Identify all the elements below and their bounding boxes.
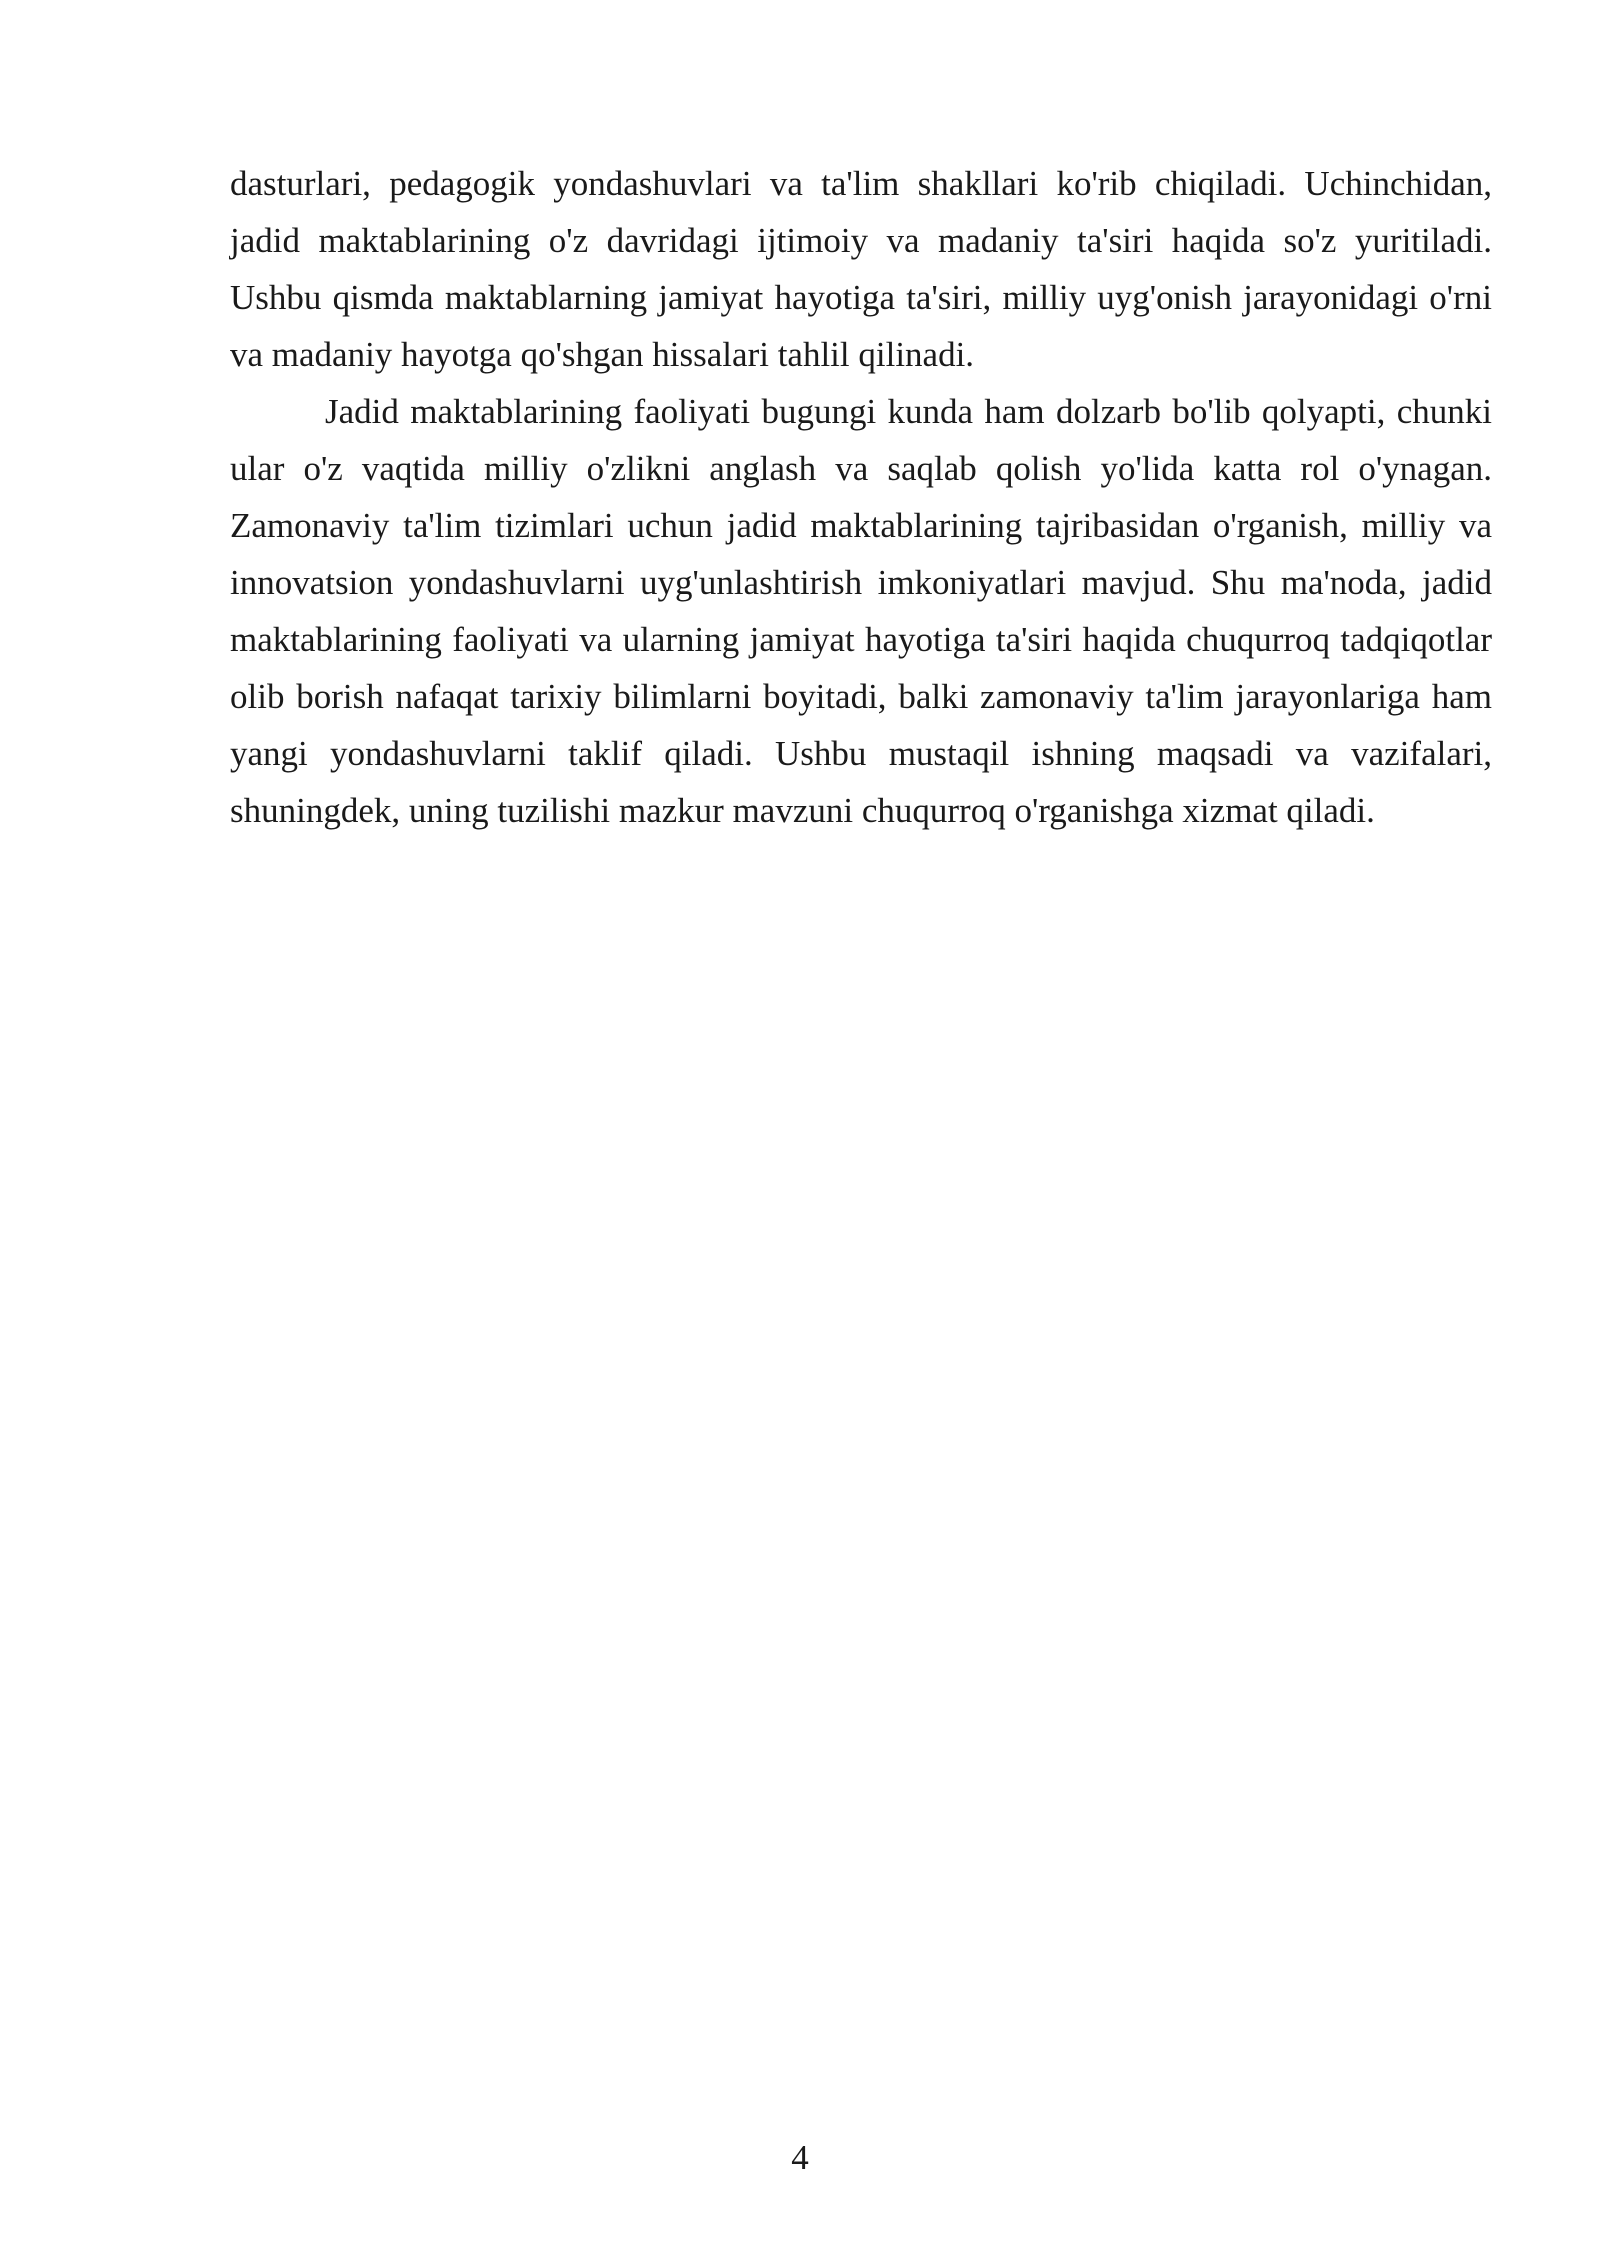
paragraph-jadid-relevance: Jadid maktablarining faoliyati bugungi kunda ham dolzarb bo'lib qolyapti, chunki ular o'z vaqtida milliy o'zlikni anglash va saqlab qolish yo'lida katta rol o'ynagan. Zamonaviy ta'lim tizimlari uchun jadid maktablarining tajribasidan o'rganish, milliy va innovatsion yondashuvlarni uyg'unlashtirish imkoniyatlari mavjud. Shu ma'noda, jadid maktablarining faoliyati va ularning jamiyat hayotiga ta'siri haqida chuqurroq tadqiqotlar olib borish nafaqat tarixiy bilimlarni boyitadi, balki zamonaviy ta'lim jarayonlariga ham yangi yondashuvlarni taklif qiladi. Ushbu mustaqil ishning maqsadi va vazifalari, shuningdek, uning tuzilishi mazkur mavzuni chuqurroq o'rganishga xizmat qiladi. [230, 392, 1492, 830]
body-text [230, 155, 1492, 839]
paragraph-continuation: dasturlari, pedagogik yondashuvlari va ta'lim shakllari ko'rib chiqiladi. Uchinchidan, jadid maktablarining o'z davridagi ijtimoiy va madaniy ta'siri haqida so'z yuritiladi. Ushbu qismda maktablarning jamiyat hayotiga ta'siri, milliy uyg'onish jarayonidagi o'rni va madaniy hayotga qo'shgan hissalari tahlil qilinadi. [230, 164, 1492, 374]
page-number: 4 [791, 2138, 809, 2177]
